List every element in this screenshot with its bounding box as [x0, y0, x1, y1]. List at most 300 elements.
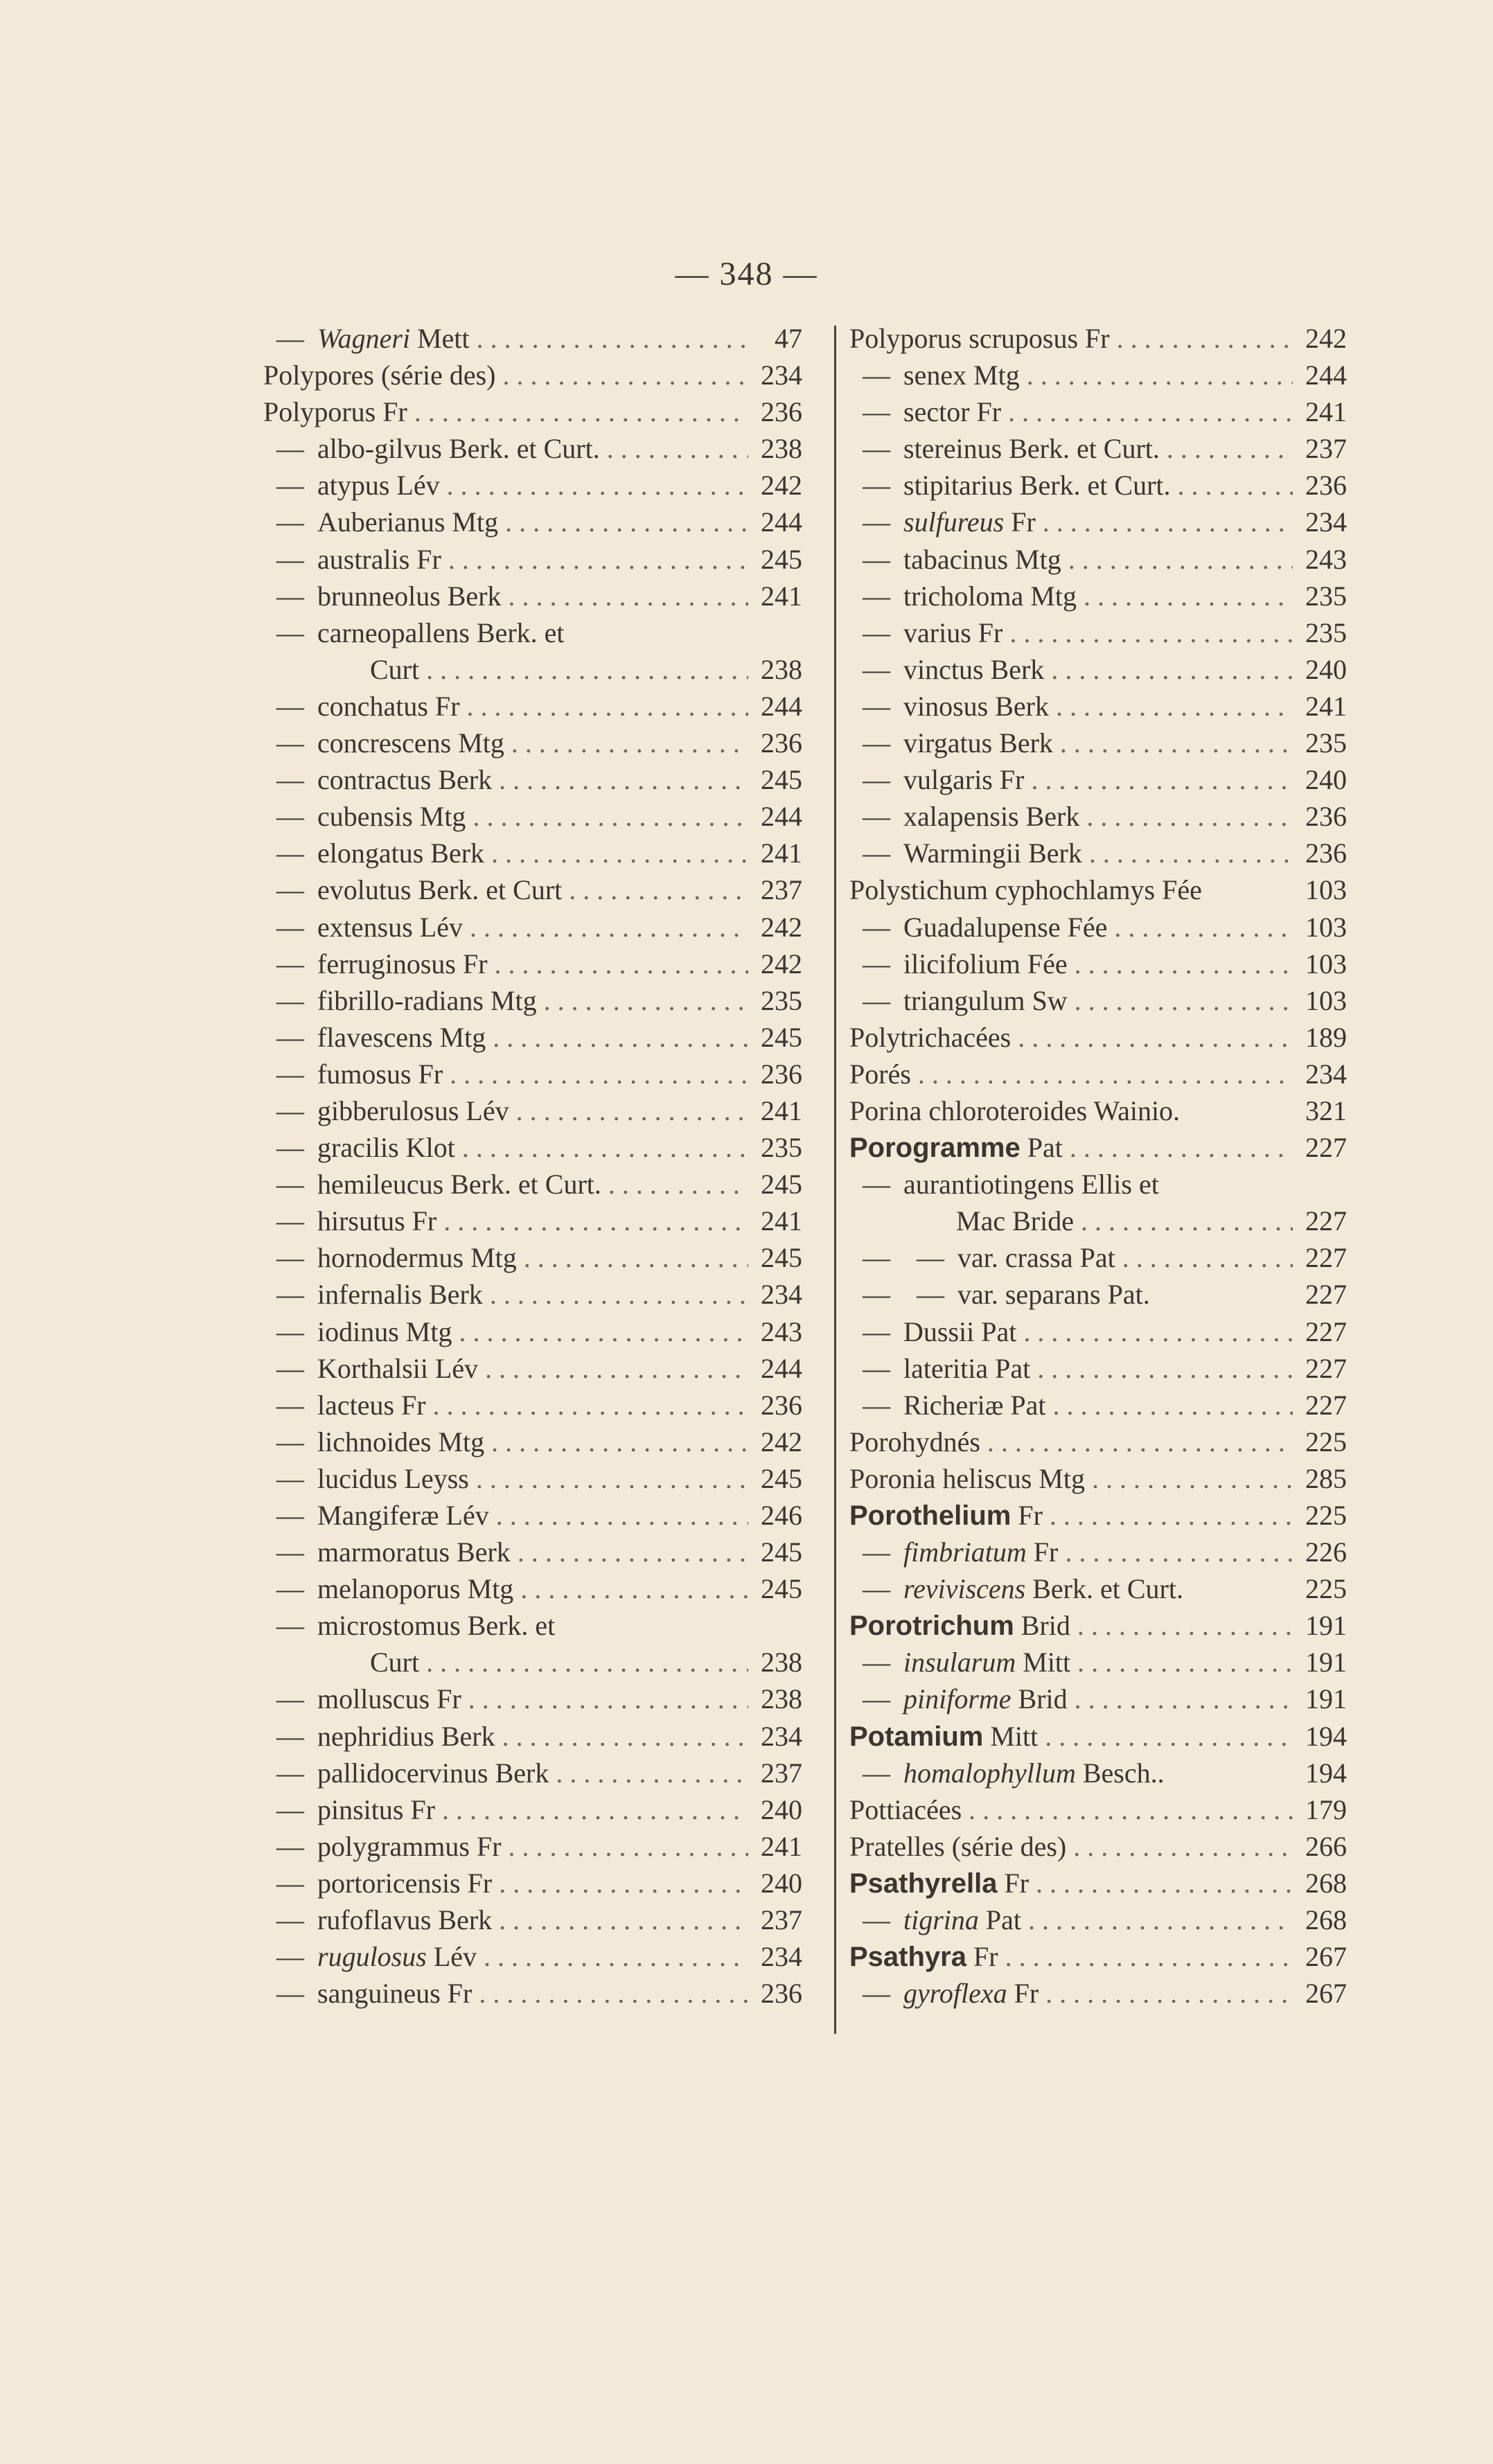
entry-name: Curt: [370, 653, 420, 685]
index-entry: [263, 1276, 802, 1313]
index-entry: [849, 1424, 1347, 1460]
entry-author: Besch..: [1075, 1757, 1165, 1789]
entry-page-number: 235: [748, 1129, 802, 1166]
entry-name: extensus Lév: [317, 911, 463, 943]
ditto-dash: —: [276, 1978, 304, 2010]
entry-page-number: 227: [1293, 1313, 1347, 1350]
ditto-dash: —: [276, 1242, 304, 1274]
entry-name: gibberulosus Lév: [317, 1094, 509, 1126]
entry-name: fumosus Fr: [317, 1058, 443, 1090]
entry-name: Polystichum cyphochlamys Fée: [849, 874, 1202, 906]
index-entry: [263, 393, 802, 430]
entry-name: lateritia Pat: [903, 1352, 1031, 1384]
index-entry: [263, 467, 802, 504]
entry-page-number: 236: [748, 725, 802, 761]
ditto-dash: —: [863, 653, 890, 685]
index-entry: [849, 1791, 1347, 1828]
entry-page-number: 103: [1293, 871, 1347, 908]
ditto-dash: —: [276, 801, 304, 833]
index-entry: [263, 1570, 802, 1607]
entry-page-number: 194: [1293, 1755, 1347, 1791]
entry-term: [849, 651, 1347, 688]
entry-term: [849, 1975, 1347, 2012]
entry-page-number: 242: [748, 467, 802, 504]
entry-name: australis Fr: [317, 543, 441, 575]
entry-term: [849, 1718, 1347, 1755]
ditto-dash: —: [276, 984, 304, 1016]
entry-term: [263, 430, 802, 467]
entry-name: reviviscens: [903, 1573, 1026, 1605]
ditto-dash: —: [276, 580, 304, 612]
entry-term: [263, 1902, 802, 1938]
index-entry: [849, 1755, 1347, 1791]
entry-name: melanoporus Mtg: [317, 1573, 514, 1605]
entry-name: ilicifolium Fée: [903, 948, 1068, 980]
ditto-dash: —: [276, 433, 304, 465]
entry-page-number: 241: [748, 835, 802, 871]
index-entry: [263, 1460, 802, 1497]
entry-page-number: 267: [1293, 1975, 1347, 2012]
entry-name: Korthalsii Lév: [317, 1352, 479, 1384]
index-entry: [263, 835, 802, 871]
entry-author: Mett: [410, 323, 470, 354]
entry-term: [849, 1313, 1347, 1350]
ditto-dash: —: [276, 543, 304, 575]
entry-page-number: 236: [1293, 467, 1347, 504]
ditto-dash: —: [863, 617, 890, 648]
index-entry: [263, 1975, 802, 2012]
entry-name: Potamium: [849, 1721, 984, 1752]
entry-page-number: 238: [748, 1681, 802, 1717]
page-number: — 348 —: [675, 256, 818, 292]
index-entry: [263, 982, 802, 1019]
entry-name: xalapensis Berk: [903, 801, 1080, 833]
ditto-dash: —: [917, 1279, 944, 1311]
entry-term: [263, 1203, 802, 1239]
entry-author: Fr: [1004, 506, 1036, 538]
entry-page-number: 238: [748, 1644, 802, 1681]
entry-term: [849, 504, 1347, 540]
index-entry: [849, 1019, 1347, 1056]
entry-author: Lév: [426, 1941, 477, 1973]
entry-page-number: 244: [748, 798, 802, 835]
entry-name: piniforme: [903, 1683, 1011, 1715]
entry-term: [263, 1755, 802, 1791]
entry-term: [849, 1276, 1347, 1313]
entry-name: rufoflavus Berk: [317, 1904, 493, 1936]
index-entry: [263, 1166, 802, 1203]
index-entry: [849, 725, 1347, 761]
entry-term: [849, 393, 1347, 430]
index-entry: [263, 1534, 802, 1570]
entry-page-number: 235: [1293, 725, 1347, 761]
ditto-dash: —: [276, 1757, 304, 1789]
entry-page-number: 237: [748, 1902, 802, 1938]
entry-term: [849, 1828, 1347, 1865]
entry-page-number: 194: [1293, 1718, 1347, 1755]
entry-term: [849, 1497, 1347, 1534]
index-entry: [849, 909, 1347, 946]
entry-name: Porohydnés: [849, 1426, 980, 1457]
entry-name: Warmingii Berk: [903, 837, 1082, 869]
entry-term: [263, 1424, 802, 1460]
entry-author: Berk. et Curt.: [1025, 1573, 1183, 1605]
entry-name: gyroflexa: [903, 1978, 1007, 2010]
entry-term: [849, 1387, 1347, 1424]
entry-page-number: 240: [748, 1791, 802, 1828]
entry-page-number: 227: [1293, 1203, 1347, 1239]
entry-term: [849, 1791, 1347, 1828]
entry-page-number: 244: [748, 1350, 802, 1387]
entry-term: [849, 467, 1347, 504]
entry-page-number: 234: [748, 357, 802, 393]
index-entry: [849, 835, 1347, 871]
index-entry: [849, 1718, 1347, 1755]
index-entry: [849, 1387, 1347, 1424]
entry-page-number: 236: [748, 393, 802, 430]
index-entry: [263, 1239, 802, 1276]
entry-author: Fr: [997, 1867, 1030, 1899]
entry-term: [263, 1166, 802, 1203]
ditto-dash: —: [276, 506, 304, 538]
ditto-dash: —: [276, 1573, 304, 1605]
ditto-dash: —: [863, 948, 890, 980]
ditto-dash: —: [276, 874, 304, 906]
index-entry: [263, 320, 802, 357]
ditto-dash: —: [276, 1279, 304, 1311]
ditto-dash: —: [863, 543, 890, 575]
entry-name: homalophyllum: [903, 1757, 1076, 1789]
index-entry: [263, 1497, 802, 1534]
entry-term: [849, 1424, 1347, 1460]
entry-term: [263, 982, 802, 1019]
entry-term: [849, 1938, 1347, 1976]
entry-page-number: 267: [1293, 1938, 1347, 1975]
ditto-dash: —: [863, 837, 890, 869]
entry-name: iodinus Mtg: [317, 1315, 452, 1347]
entry-name: Dussii Pat: [903, 1315, 1017, 1347]
index-entry: [263, 871, 802, 908]
ditto-dash: —: [863, 1978, 890, 2010]
entry-page-number: 47: [748, 320, 802, 357]
entry-term: [849, 1644, 1347, 1681]
entry-term: [263, 1570, 802, 1607]
index-entry: [263, 1019, 802, 1056]
entry-term: [263, 1313, 802, 1350]
entry-name: Curt: [370, 1647, 420, 1678]
entry-term: [263, 1276, 802, 1313]
entry-name: varius Fr: [903, 617, 1003, 648]
entry-term: [263, 393, 802, 430]
entry-name: portoricensis Fr: [317, 1867, 493, 1899]
entry-term: [263, 1387, 802, 1424]
entry-name: elongatus Berk: [317, 837, 485, 869]
entry-page-number: 244: [748, 688, 802, 725]
entry-name: Guadalupense Fée: [903, 911, 1108, 943]
index-entry: [263, 1129, 802, 1166]
index-entry: [263, 1938, 802, 1975]
index-entry: [263, 1865, 802, 1902]
entry-term: [849, 798, 1347, 835]
ditto-dash: —: [917, 1242, 944, 1274]
entry-page-number: 245: [748, 1239, 802, 1276]
entry-term: [849, 1056, 1347, 1092]
entry-term: [849, 578, 1347, 614]
ditto-dash: —: [863, 433, 890, 465]
entry-term: [263, 1129, 802, 1166]
index-entry: [263, 504, 802, 540]
entry-page-number: 243: [748, 1313, 802, 1350]
index-entry: [849, 946, 1347, 982]
ditto-dash: —: [863, 1169, 890, 1200]
index-entry: [263, 1902, 802, 1938]
entry-page-number: 242: [748, 1424, 802, 1460]
index-entry: [849, 1092, 1347, 1129]
index-entry: [263, 946, 802, 982]
entry-author: Pat: [1020, 1132, 1063, 1164]
index-entry: [849, 651, 1347, 688]
entry-author: Fr: [1026, 1536, 1059, 1568]
entry-name: Porotrichum: [849, 1611, 1014, 1642]
index-entry: [849, 614, 1347, 651]
index-entry: [849, 1828, 1347, 1865]
entry-term: [263, 614, 802, 651]
entry-term: [849, 909, 1347, 946]
entry-name: Polyporus Fr: [263, 396, 407, 428]
entry-name: tigrina: [903, 1904, 979, 1936]
ditto-dash: —: [276, 1793, 304, 1825]
entry-name: triangulum Sw: [903, 984, 1068, 1016]
ditto-dash: —: [276, 1500, 304, 1531]
entry-term: [263, 688, 802, 725]
index-entry: [849, 1975, 1347, 2012]
index-entry: [263, 761, 802, 798]
entry-page-number: 235: [748, 982, 802, 1019]
entry-term: [263, 1460, 802, 1497]
entry-name: insularum: [903, 1647, 1016, 1678]
entry-term: [263, 1497, 802, 1534]
entry-name: evolutus Berk. et Curt: [317, 874, 563, 906]
entry-term: [849, 1534, 1347, 1570]
column-divider: [834, 326, 836, 2034]
entry-page-number: 236: [1293, 798, 1347, 835]
entry-page-number: 103: [1293, 909, 1347, 946]
entry-name: stipitarius Berk. et Curt.: [903, 470, 1171, 502]
index-entry: [263, 1607, 802, 1644]
index-entry: [849, 1497, 1347, 1534]
entry-term: [263, 1607, 802, 1644]
ditto-dash: —: [276, 1536, 304, 1568]
ditto-dash: —: [276, 323, 304, 354]
index-entry: [849, 1350, 1347, 1387]
entry-author: Mitt: [983, 1720, 1039, 1752]
entry-page-number: 234: [748, 1718, 802, 1755]
entry-term: [263, 1681, 802, 1717]
entry-page-number: 191: [1293, 1644, 1347, 1681]
entry-page-number: 243: [1293, 541, 1347, 578]
index-entry: [849, 1902, 1347, 1938]
entry-term: [263, 1975, 802, 2012]
ditto-dash: —: [276, 1904, 304, 1936]
ditto-dash: —: [863, 360, 890, 391]
index-entry: [263, 1828, 802, 1865]
entry-page-number: 225: [1293, 1424, 1347, 1460]
entry-term: [849, 1570, 1347, 1607]
entry-term: [263, 871, 802, 908]
ditto-dash: —: [276, 1426, 304, 1457]
entry-name: senex Mtg: [903, 360, 1020, 391]
entry-name: hemileucus Berk. et Curt.: [317, 1169, 601, 1200]
entry-page-number: 225: [1293, 1570, 1347, 1607]
ditto-dash: —: [276, 1094, 304, 1126]
entry-name: microstomus Berk. et: [317, 1610, 556, 1642]
entry-page-number: 244: [1293, 357, 1347, 393]
entry-term: [263, 541, 802, 578]
entry-page-number: 227: [1293, 1239, 1347, 1276]
entry-page-number: 237: [748, 1755, 802, 1791]
entry-name: ferruginosus Fr: [317, 948, 488, 980]
entry-name: Porothelium: [849, 1500, 1011, 1531]
index-column-right: [849, 320, 1347, 2012]
index-entry: [849, 982, 1347, 1019]
entry-term: [263, 578, 802, 614]
entry-page-number: 242: [1293, 320, 1347, 357]
entry-author: Fr: [1007, 1978, 1039, 2010]
entry-term: [849, 1166, 1347, 1203]
entry-term: [849, 1092, 1347, 1129]
entry-page-number: 240: [1293, 761, 1347, 798]
entry-term: [849, 614, 1347, 651]
entry-term: [849, 1203, 1347, 1239]
index-entry: [263, 430, 802, 467]
entry-page-number: 238: [748, 430, 802, 467]
ditto-dash: —: [276, 1169, 304, 1200]
ditto-dash: —: [276, 764, 304, 796]
entry-page-number: 103: [1293, 982, 1347, 1019]
entry-name: Richeriæ Pat: [903, 1389, 1046, 1421]
index-entry: [849, 798, 1347, 835]
ditto-dash: —: [863, 690, 890, 722]
entry-name: marmoratus Berk: [317, 1536, 511, 1568]
ditto-dash: —: [276, 1867, 304, 1899]
entry-term: [849, 1607, 1347, 1645]
entry-term: [263, 1828, 802, 1865]
entry-page-number: 227: [1293, 1350, 1347, 1387]
entry-term: [849, 982, 1347, 1019]
ditto-dash: —: [863, 984, 890, 1016]
entry-page-number: 245: [748, 541, 802, 578]
entry-name: Polypores (série des): [263, 360, 496, 391]
entry-term: [849, 1350, 1347, 1387]
entry-page-number: 241: [748, 1092, 802, 1129]
index-entry: [263, 1681, 802, 1717]
entry-term: [263, 504, 802, 540]
entry-term: [263, 357, 802, 393]
ditto-dash: —: [863, 801, 890, 833]
entry-name: vulgaris Fr: [903, 764, 1025, 796]
index-entry: [849, 1129, 1347, 1166]
entry-name: nephridius Berk: [317, 1720, 495, 1752]
ditto-dash: —: [863, 1389, 890, 1421]
ditto-dash: —: [276, 727, 304, 759]
index-entry: [849, 357, 1347, 393]
entry-term: [263, 946, 802, 982]
entry-name: Psathyrella: [849, 1868, 998, 1899]
entry-page-number: 241: [748, 1828, 802, 1865]
index-entry: [849, 1607, 1347, 1644]
entry-name: vinosus Berk: [903, 690, 1049, 722]
entry-term: [849, 430, 1347, 467]
entry-name: sanguineus Fr: [317, 1978, 472, 2010]
entry-name: Auberianus Mtg: [317, 506, 499, 538]
entry-name: virgatus Berk: [903, 727, 1053, 759]
ditto-dash: —: [276, 1352, 304, 1384]
entry-term: [263, 1865, 802, 1902]
entry-term: [263, 1938, 802, 1975]
entry-name: Psathyra: [849, 1942, 966, 1973]
ditto-dash: —: [863, 1536, 890, 1568]
entry-author: Mitt: [1016, 1647, 1071, 1678]
entry-page-number: 240: [748, 1865, 802, 1902]
entry-name: lichnoides Mtg: [317, 1426, 485, 1457]
index-entry: [263, 651, 802, 688]
entry-page-number: 235: [1293, 578, 1347, 614]
entry-term: [263, 761, 802, 798]
entry-page-number: 236: [748, 1387, 802, 1424]
entry-term: [849, 835, 1347, 871]
entry-name: fimbriatum: [903, 1536, 1027, 1568]
entry-page-number: 241: [1293, 393, 1347, 430]
entry-page-number: 245: [748, 1570, 802, 1607]
ditto-dash: —: [276, 1683, 304, 1715]
index-entry: [849, 871, 1347, 908]
ditto-dash: —: [863, 764, 890, 796]
ditto-dash: —: [863, 1647, 890, 1678]
index-entry: [263, 1718, 802, 1755]
entry-name: pallidocervinus Berk: [317, 1757, 549, 1789]
entry-page-number: 237: [748, 871, 802, 908]
index-entry: [849, 504, 1347, 540]
entry-page-number: 227: [1293, 1129, 1347, 1166]
index-entry: [849, 1313, 1347, 1350]
entry-page-number: 268: [1293, 1865, 1347, 1902]
entry-name: lacteus Fr: [317, 1389, 426, 1421]
entry-page-number: 191: [1293, 1681, 1347, 1717]
ditto-dash: —: [863, 506, 890, 538]
entry-page-number: 237: [1293, 430, 1347, 467]
entry-name: pinsitus Fr: [317, 1793, 436, 1825]
entry-name: rugulosus: [317, 1941, 427, 1973]
index-entry: [849, 578, 1347, 614]
entry-term: [849, 946, 1347, 982]
entry-page-number: 244: [748, 504, 802, 540]
entry-page-number: 238: [748, 651, 802, 688]
entry-name: vinctus Berk: [903, 653, 1045, 685]
entry-name: var. separans Pat.: [957, 1279, 1150, 1311]
entry-name: Polytrichacées: [849, 1021, 1011, 1053]
entry-term: [849, 1755, 1347, 1791]
entry-page-number: 285: [1293, 1460, 1347, 1497]
index-entry: [263, 1056, 802, 1092]
index-entry: [849, 430, 1347, 467]
entry-name: gracilis Klot: [317, 1132, 455, 1164]
ditto-dash: —: [276, 1132, 304, 1164]
index-entry: [849, 320, 1347, 357]
entry-name: Pratelles (série des): [849, 1830, 1067, 1862]
entry-page-number: 226: [1293, 1534, 1347, 1570]
entry-term: [263, 798, 802, 835]
ditto-dash: —: [276, 1389, 304, 1421]
